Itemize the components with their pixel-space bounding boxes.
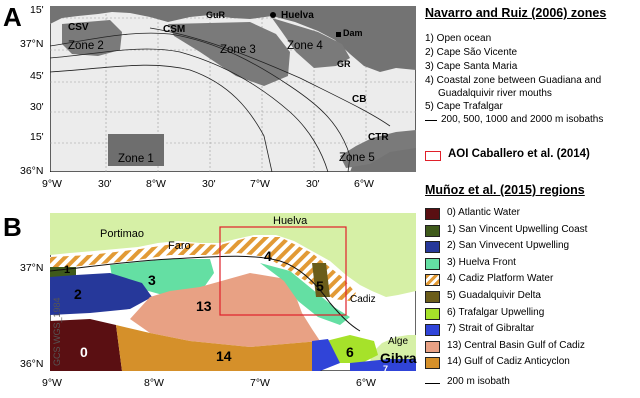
legend-b-label: 13) Central Basin Gulf of Cadiz xyxy=(447,339,585,351)
zone-0-num: 0 xyxy=(80,344,88,360)
zone-6-num: 6 xyxy=(346,344,354,360)
legend-a-isobath: 200, 500, 1000 and 2000 m isobaths xyxy=(441,114,604,125)
legend-b-label: 4) Cadiz Platform Water xyxy=(447,273,554,285)
crs-text: WGS_1984 xyxy=(52,297,62,344)
legend-a-item: 4) Coastal zone between Guadiana and xyxy=(425,75,602,86)
legend-b-label: 1) San Vincent Upwelling Coast xyxy=(447,223,588,235)
legend-b-isobath: 200 m isobath xyxy=(447,376,510,387)
a-lon-tick: 8°W xyxy=(146,178,166,190)
a-lon-tick: 30' xyxy=(306,178,320,190)
legend-swatch-icon xyxy=(425,291,440,303)
a-lat-tick: 15' xyxy=(30,4,44,16)
legend-a-item: 1) Open ocean xyxy=(425,33,492,44)
crs-prefix: GCS xyxy=(52,346,62,366)
legend-a-title: Navarro and Ruiz (2006) zones xyxy=(425,6,607,20)
legend-swatch-icon xyxy=(425,308,440,320)
a-lon-tick: 30' xyxy=(202,178,216,190)
b-lon-tick: 9°W xyxy=(42,377,62,389)
zone-5-label: Zone 5 xyxy=(339,152,375,164)
place-cadiz: Cadiz xyxy=(350,294,376,305)
zone-4-num: 4 xyxy=(264,248,272,264)
legend-a-item: 2) Cape São Vicente xyxy=(425,47,518,58)
legend-swatch-icon xyxy=(425,225,440,237)
legend-a-item: Guadalquivir river mouths xyxy=(438,88,552,99)
zone-3-label: Zone 3 xyxy=(220,44,256,56)
legend-b-title: Muñoz et al. (2015) regions xyxy=(425,183,585,197)
a-lon-tick: 30' xyxy=(98,178,112,190)
legend-b-label: 3) Huelva Front xyxy=(447,256,516,268)
legend-a-aoi: AOI Caballero et al. (2014) xyxy=(448,148,590,160)
legend-swatch-icon xyxy=(425,241,440,253)
zone-5-num: 5 xyxy=(316,278,324,294)
place-cb: CB xyxy=(352,94,367,105)
zone-4-label: Zone 4 xyxy=(287,40,323,52)
legend-a-item: 5) Cape Trafalgar xyxy=(425,101,503,112)
aoi-box-icon xyxy=(425,151,441,161)
zone-13-num: 13 xyxy=(196,298,212,314)
a-lat-tick: 37°N xyxy=(20,38,44,50)
crs-label xyxy=(52,297,62,366)
a-lat-tick: 15' xyxy=(30,131,44,143)
b-lon-tick: 7°W xyxy=(250,377,270,389)
isobath-line-icon xyxy=(425,120,437,121)
legend-swatch-icon xyxy=(425,258,440,270)
place-portimao: Portimao xyxy=(100,228,145,240)
b-lat-tick: 36°N xyxy=(20,358,44,370)
legend-swatch-icon xyxy=(425,324,440,336)
place-gibra: Gibra xyxy=(380,350,417,366)
a-lon-tick: 6°W xyxy=(354,178,374,190)
place-ctr: CTR xyxy=(368,132,389,143)
a-lat-tick: 45' xyxy=(30,70,44,82)
legend-swatch-icon xyxy=(425,274,440,286)
legend-b-label: 14) Gulf of Cadiz Anticyclon xyxy=(447,356,570,368)
place-gur: GuR xyxy=(206,10,225,20)
a-lon-tick: 7°W xyxy=(250,178,270,190)
zone-2-num: 2 xyxy=(74,286,82,302)
legend-b-label: 0) Atlantic Water xyxy=(447,207,520,218)
place-huelva-b: Huelva xyxy=(273,215,308,227)
legend-b-label: 6) Trafalgar Upwelling xyxy=(447,306,545,318)
a-lon-tick: 9°W xyxy=(42,178,62,190)
zone-14-num: 14 xyxy=(216,348,232,364)
isobath-200-line-icon xyxy=(425,383,440,384)
place-huelva-a: Huelva xyxy=(281,10,314,21)
panel-b-letter: B xyxy=(3,212,22,242)
place-faro: Faro xyxy=(168,240,191,252)
place-csm: CSM xyxy=(163,24,186,35)
zone-2-label: Zone 2 xyxy=(68,40,104,52)
b-lon-tick: 6°W xyxy=(356,377,376,389)
legend-b-label: 2) San Vinvecent Upwelling xyxy=(447,240,570,252)
zone-3-num: 3 xyxy=(148,272,156,288)
zone-1-num: 1 xyxy=(64,264,71,276)
a-lat-tick: 30' xyxy=(30,101,44,113)
b-lat-tick: 37°N xyxy=(20,262,44,274)
a-lat-tick: 36°N xyxy=(20,165,44,177)
zone-1-label: Zone 1 xyxy=(118,153,154,165)
panel-a-letter: A xyxy=(3,2,22,32)
place-gr: GR xyxy=(337,59,351,69)
place-alge: Alge xyxy=(388,336,409,347)
b-lon-tick: 8°W xyxy=(144,377,164,389)
legend-swatch-icon xyxy=(425,208,440,220)
zone-7-num: 7 xyxy=(383,364,389,374)
place-csv: CSV xyxy=(68,22,89,33)
legend-b-label: 5) Guadalquivir Delta xyxy=(447,290,541,301)
place-dam: Dam xyxy=(343,28,363,38)
legend-swatch-icon xyxy=(425,341,440,353)
legend-b-label: 7) Strait of Gibraltar xyxy=(447,323,535,335)
legend-a-item: 3) Cape Santa Maria xyxy=(425,61,518,72)
legend-swatch-icon xyxy=(425,357,440,369)
